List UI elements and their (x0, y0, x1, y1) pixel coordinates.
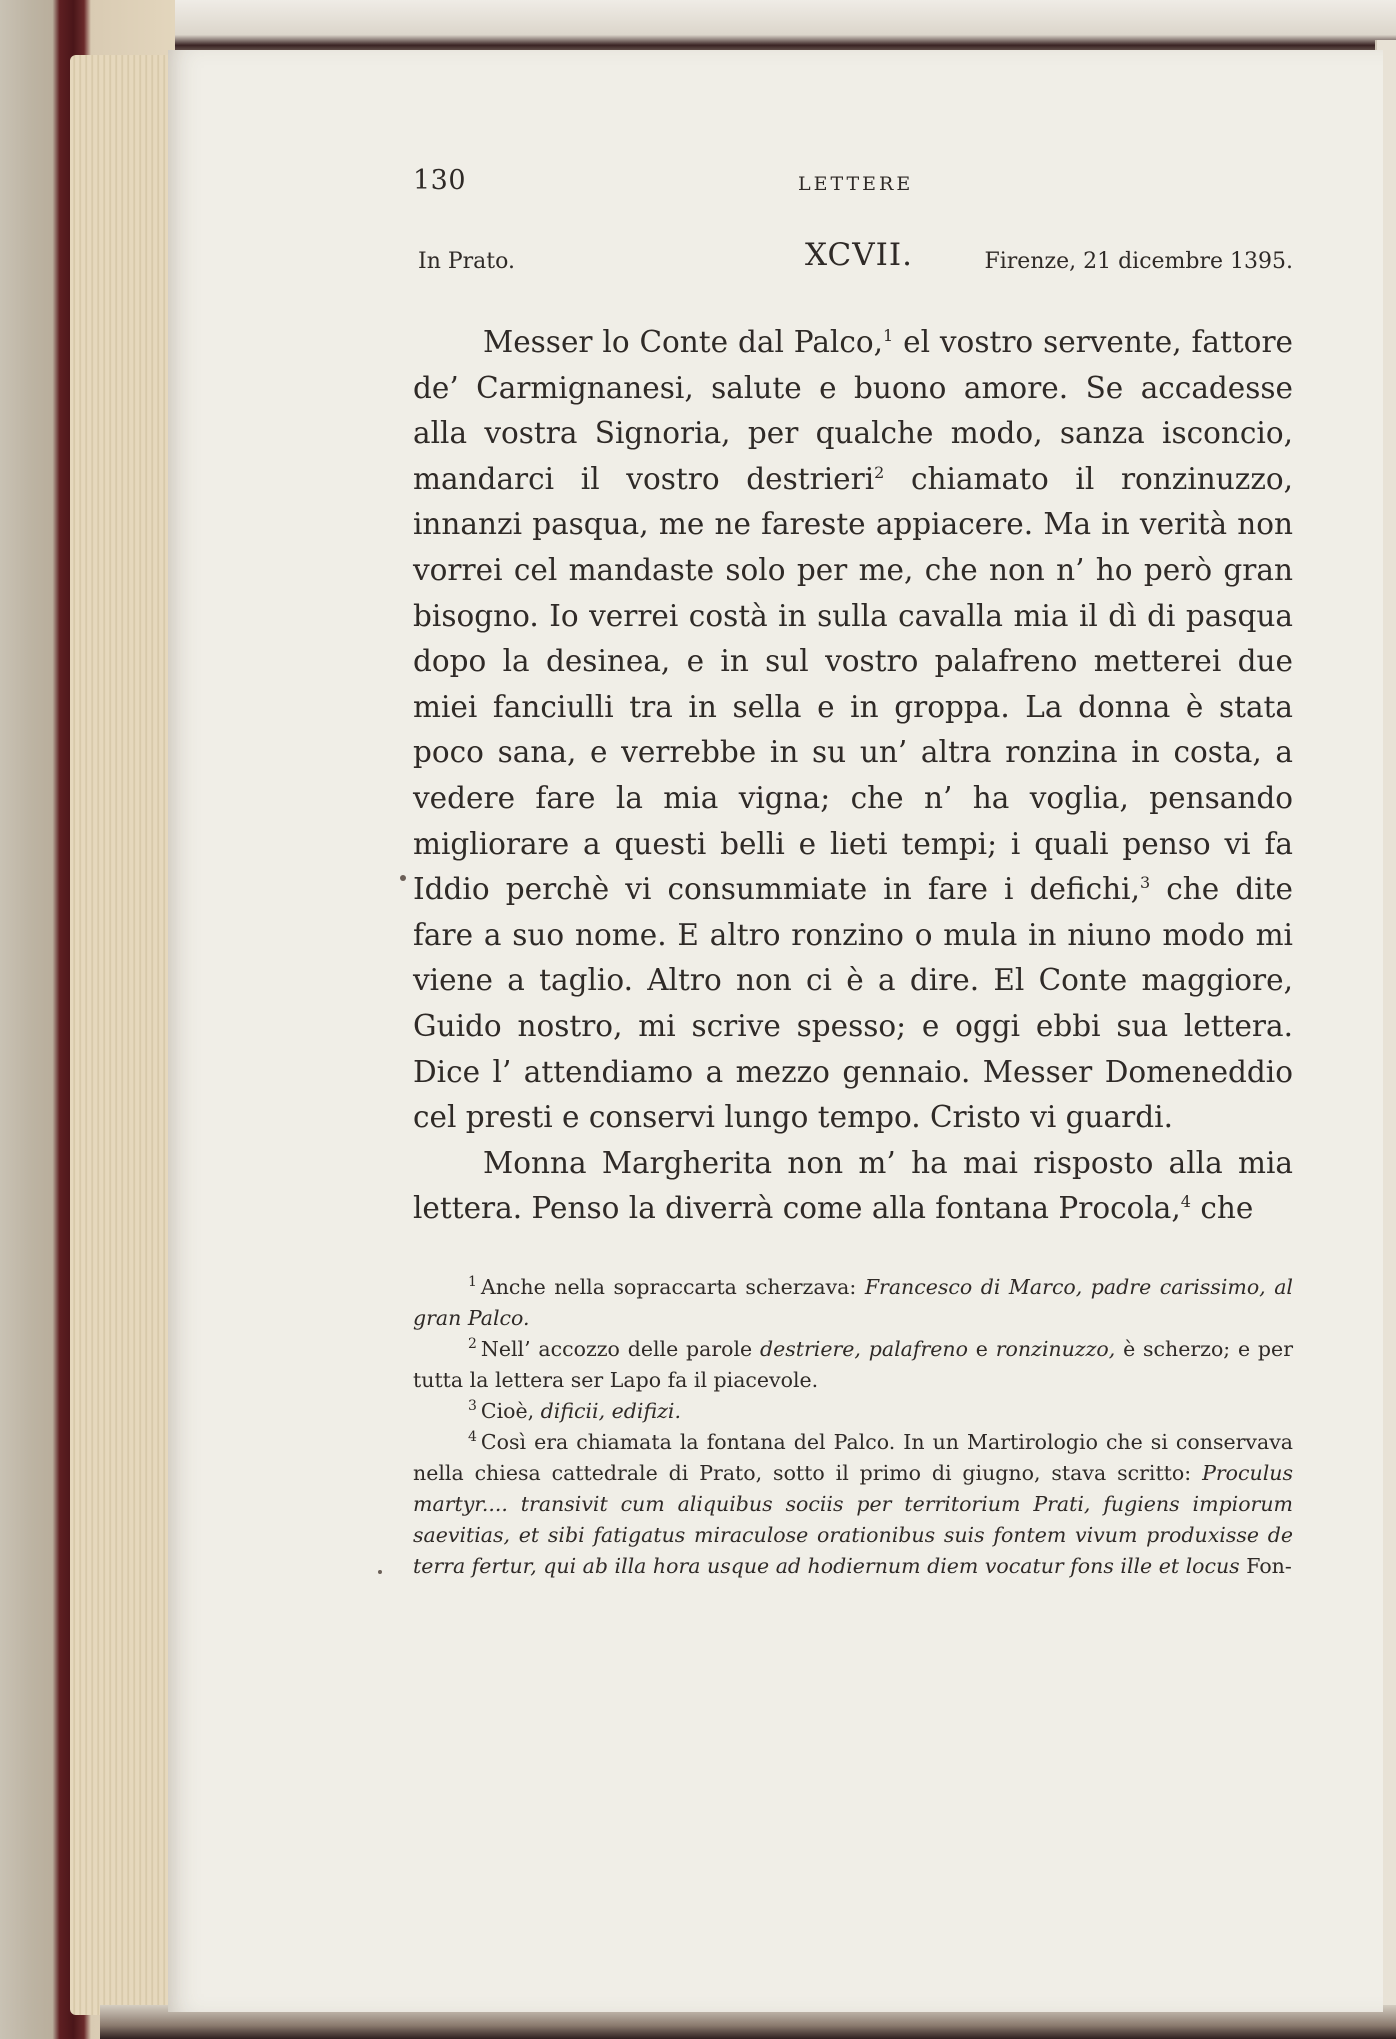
italic-run: destriere, palafreno (759, 1336, 968, 1361)
letter-recipient: In Prato. (418, 249, 515, 274)
italic-run: ronzinuzzo, (995, 1336, 1116, 1361)
footnote-number: 4 (468, 1429, 477, 1446)
footnote-1 (413, 1272, 1293, 1334)
ink-speck (378, 1570, 382, 1574)
letter-paragraph-2 (413, 1141, 1293, 1232)
text-run: Fon- (1239, 1553, 1292, 1578)
text-run: Nell’ accozzo delle parole (480, 1336, 760, 1361)
letter-body (413, 320, 1293, 1232)
page-edges (70, 55, 180, 2015)
text-run: Così era chiamata la fontana del Palco. In un Martirologio che si conservava nella chiesa cattedrale di Prato, sotto il primo di giugno, stava scritto: (413, 1429, 1293, 1485)
text-run: el vostro servente, fattore de’ Carmignanesi, salute e buono amore. Se accadesse alla vostra Signoria, per qualche modo, sanza isconcio, mandarci il vostro destrieri (413, 325, 1294, 496)
text-run: e (967, 1336, 996, 1361)
footnote-ref-3: 3 (1139, 873, 1151, 893)
text-run: Anche nella sopraccarta scherzava: (480, 1274, 865, 1299)
page-header (413, 165, 1293, 211)
letter-heading (413, 225, 1293, 320)
text-run: chiamato il ronzinuzzo, innanzi pasqua, me ne fareste appiacere. Ma in verità non vorrei cel mandaste solo per me, che non n’ ho però gran bisogno. Io verrei costà in sulla cavalla mia il dì di pasqua dopo la desinea, e in sul vostro palafreno metterei due miei fanciulli tra in sella e in groppa. La donna è stata poco sana, e verrebbe in su un’ altra ronzina in costa, a vedere fare la mia vigna; che n’ ha voglia, pensando migliorare a questi belli e lieti tempi; i quali penso vi fa Iddio perchè vi consummiate in fare i defichi, (413, 461, 1293, 907)
footnote-ref-4: 4 (1180, 1192, 1191, 1212)
footnote-3 (413, 1396, 1293, 1427)
footnote-number: 3 (468, 1398, 477, 1415)
letter-place-date: Firenze, 21 dicembre 1395. (984, 249, 1293, 274)
footnote-ref-1: 1 (883, 326, 894, 346)
letter-paragraph-1 (413, 320, 1293, 1141)
footnote-number: 2 (468, 1336, 477, 1353)
running-head: LETTERE (798, 173, 914, 195)
text-run: che dite fare a suo nome. E altro ronzino o mula in niuno modo mi viene a taglio. Altro non ci è a dire. El Conte maggiore, Guido nostro, mi scrive spesso; e oggi ebbi sua lettera. Dice l’ attendiamo a mezzo gennaio. Messer Domeneddio cel presti e conservi lungo tempo. Cristo vi guardi. (413, 872, 1293, 1135)
letter-number: XCVII. (805, 237, 913, 273)
page-number: 130 (413, 165, 467, 196)
italic-run: dificii, edifizi. (540, 1398, 682, 1423)
footnote-4 (413, 1427, 1293, 1582)
page-text (413, 165, 1293, 1582)
text-run: che (1190, 1191, 1254, 1226)
footnote-2 (413, 1334, 1293, 1396)
footnotes (413, 1272, 1293, 1582)
text-run: è scherzo; e per tutta la lettera ser Lapo fa il piacevole. (413, 1336, 1293, 1392)
footnote-ref-2: 2 (874, 462, 885, 482)
ink-speck (400, 875, 406, 881)
footnote-number: 1 (468, 1274, 477, 1291)
italic-run: Proculus martyr.... transivit cum aliquibus sociis per territorium Prati, fugiens impiorum saevitias, et sibi fatigatus miraculose orationibus suis fontem vivum produxisse de terra fertur, qui ab illa hora usque ad hodiernum diem vocatur fons ille et locus (413, 1460, 1293, 1578)
text-run: Messer lo Conte dal Palco, (483, 325, 884, 359)
text-run: Monna Margherita non m’ ha mai risposto alla mia lettera. Penso la diverrà come alla fontana Procola, (413, 1145, 1293, 1226)
text-run: Cioè, (480, 1398, 541, 1423)
italic-run: Francesco di Marco, padre carissimo, al gran Palco. (413, 1274, 1293, 1330)
